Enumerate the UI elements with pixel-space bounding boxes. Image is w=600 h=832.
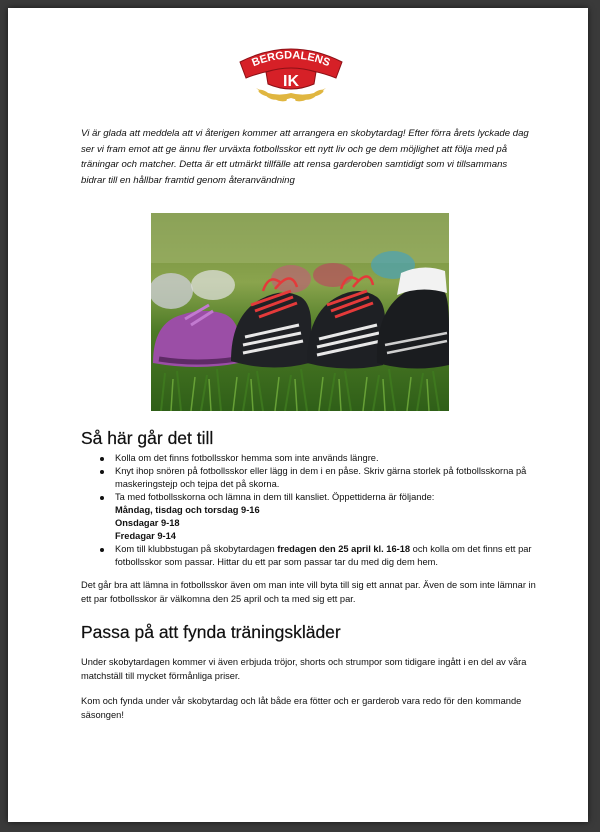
football-boots-photo	[151, 213, 449, 411]
intro-paragraph: Vi är glada att meddela att vi återigen kommer att arrangera en skobytardag! Efter förra årets lyckade dag ser vi fram emot att ge ännu fler urväxta fotbollsskor ett nytt liv och ge dem möjlighet att följa med på träningar och matcher. Detta är ett utmärkt tillfälle att rensa garderoben samtidigt som vi tillsammans bidrar till en hållbar framtid genom återanvändning	[81, 128, 529, 186]
club-logo	[236, 38, 346, 106]
list-item: Knyt ihop snören på fotbollsskor eller lägg in dem i en påse. Skriv gärna storlek på fotbollsskorna på maskeringstejp och tejpa det på skorna.	[98, 465, 538, 491]
event-date: fredagen den 25 april kl. 16-18	[277, 544, 411, 554]
list-item: Ta med fotbollsskorna och lämna in dem till kansliet. Öppettiderna är följande: Måndag, tisdag och torsdag 9-16 Onsdagar 9-18 Fredagar 9-14	[98, 491, 538, 543]
training-clothes-paragraph: Under skobytardagen kommer vi även erbjuda tröjor, shorts och strumpor som tidigare ingått i en del av våra matchställ till mycket förmånliga priser.	[81, 657, 527, 681]
steps-list	[98, 452, 538, 569]
heading-how-it-works: Så här går det till	[81, 428, 214, 448]
document-page	[8, 8, 588, 822]
opening-hours-friday: Fredagar 9-14	[115, 531, 176, 541]
laurel-wreath-icon	[256, 88, 326, 102]
list-item: Kolla om det finns fotbollsskor hemma som inte används längre.	[98, 452, 538, 465]
logo-text-bottom: IK	[283, 73, 299, 90]
opening-hours-weekdays: Måndag, tisdag och torsdag 9-16	[115, 505, 260, 515]
closing-paragraph: Kom och fynda under vår skobytardag och låt både era fötter och er garderob vara redo för den kommande säsongen!	[81, 696, 522, 720]
heading-training-clothes: Passa på att fynda träningskläder	[81, 622, 341, 642]
logo-text-top: BERGDALENS	[250, 49, 332, 70]
drop-off-paragraph: Det går bra att lämna in fotbollsskor även om man inte vill byta till sig ett annat par. Även de som inte lämnar in ett par fotbollsskor är välkomna den 25 april och ta med sig ett par.	[81, 580, 536, 604]
list-item: Kom till klubbstugan på skobytardagen fredagen den 25 april kl. 16-18 och kolla om det finns ett par fotbollsskor som passar. Hittar du ett par som passar tar du med dig dem hem.	[98, 543, 538, 569]
opening-hours-wednesday: Onsdagar 9-18	[115, 518, 180, 528]
